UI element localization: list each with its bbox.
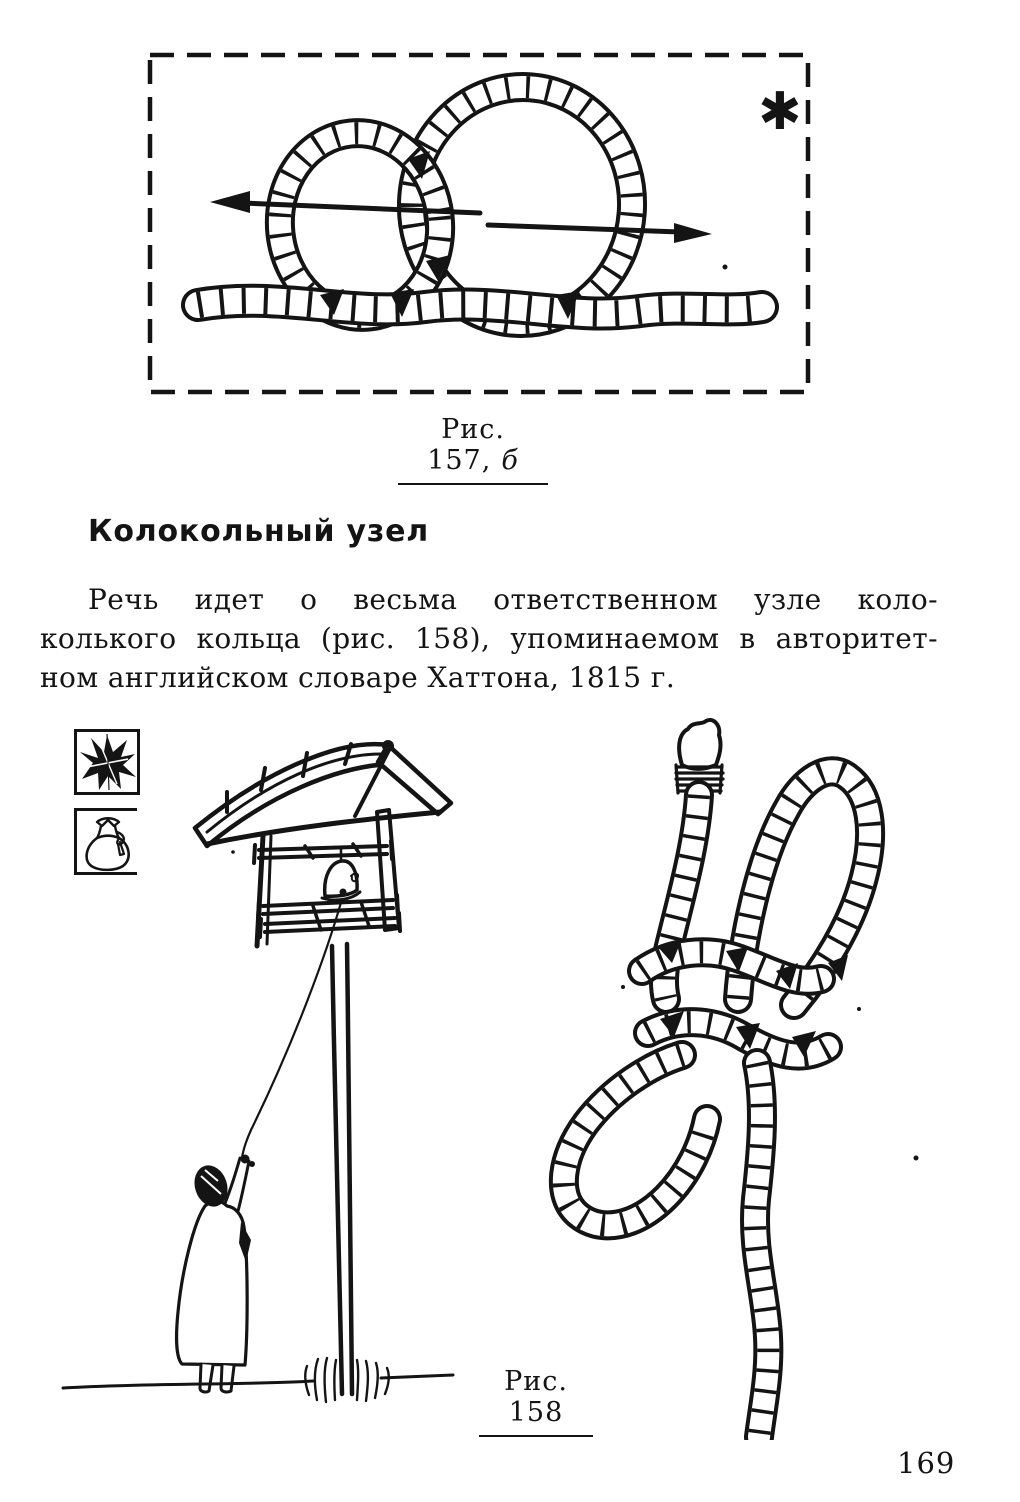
figure-157-caption	[398, 414, 548, 485]
bell-ringer-person	[177, 1155, 255, 1393]
knot-158-drawing	[530, 703, 930, 1440]
section-heading: Колокольный узел	[88, 514, 430, 549]
figure-158-caption: Рис. 158	[479, 1366, 593, 1437]
figure-157-caption-letter: б	[501, 445, 519, 476]
paragraph-line: ном английском словаре Хаттона, 1815 г.	[40, 661, 676, 694]
knot-drawing-157	[198, 80, 762, 331]
body-paragraph	[40, 580, 938, 697]
paragraph-line: колького кольца (рис. 158), упоминаемом в авторитет-	[40, 622, 938, 655]
rope-standing-part	[198, 301, 762, 314]
rope-loop-bottom	[564, 1055, 707, 1225]
belfry-illustration	[55, 700, 485, 1410]
belfry-house	[195, 740, 451, 946]
ground	[63, 1358, 453, 1402]
right-arrow	[488, 223, 712, 243]
rope-tail	[755, 1063, 768, 1437]
bell-post	[332, 944, 352, 1394]
paragraph-line: Речь идет о весьма ответственном узле коло-	[88, 583, 938, 616]
page-number: 169	[897, 1446, 956, 1480]
figure-157-drawing	[146, 51, 812, 396]
asterisk-marker: ✱	[758, 82, 802, 142]
figure-157-caption-text: Рис. 157,	[427, 414, 505, 476]
